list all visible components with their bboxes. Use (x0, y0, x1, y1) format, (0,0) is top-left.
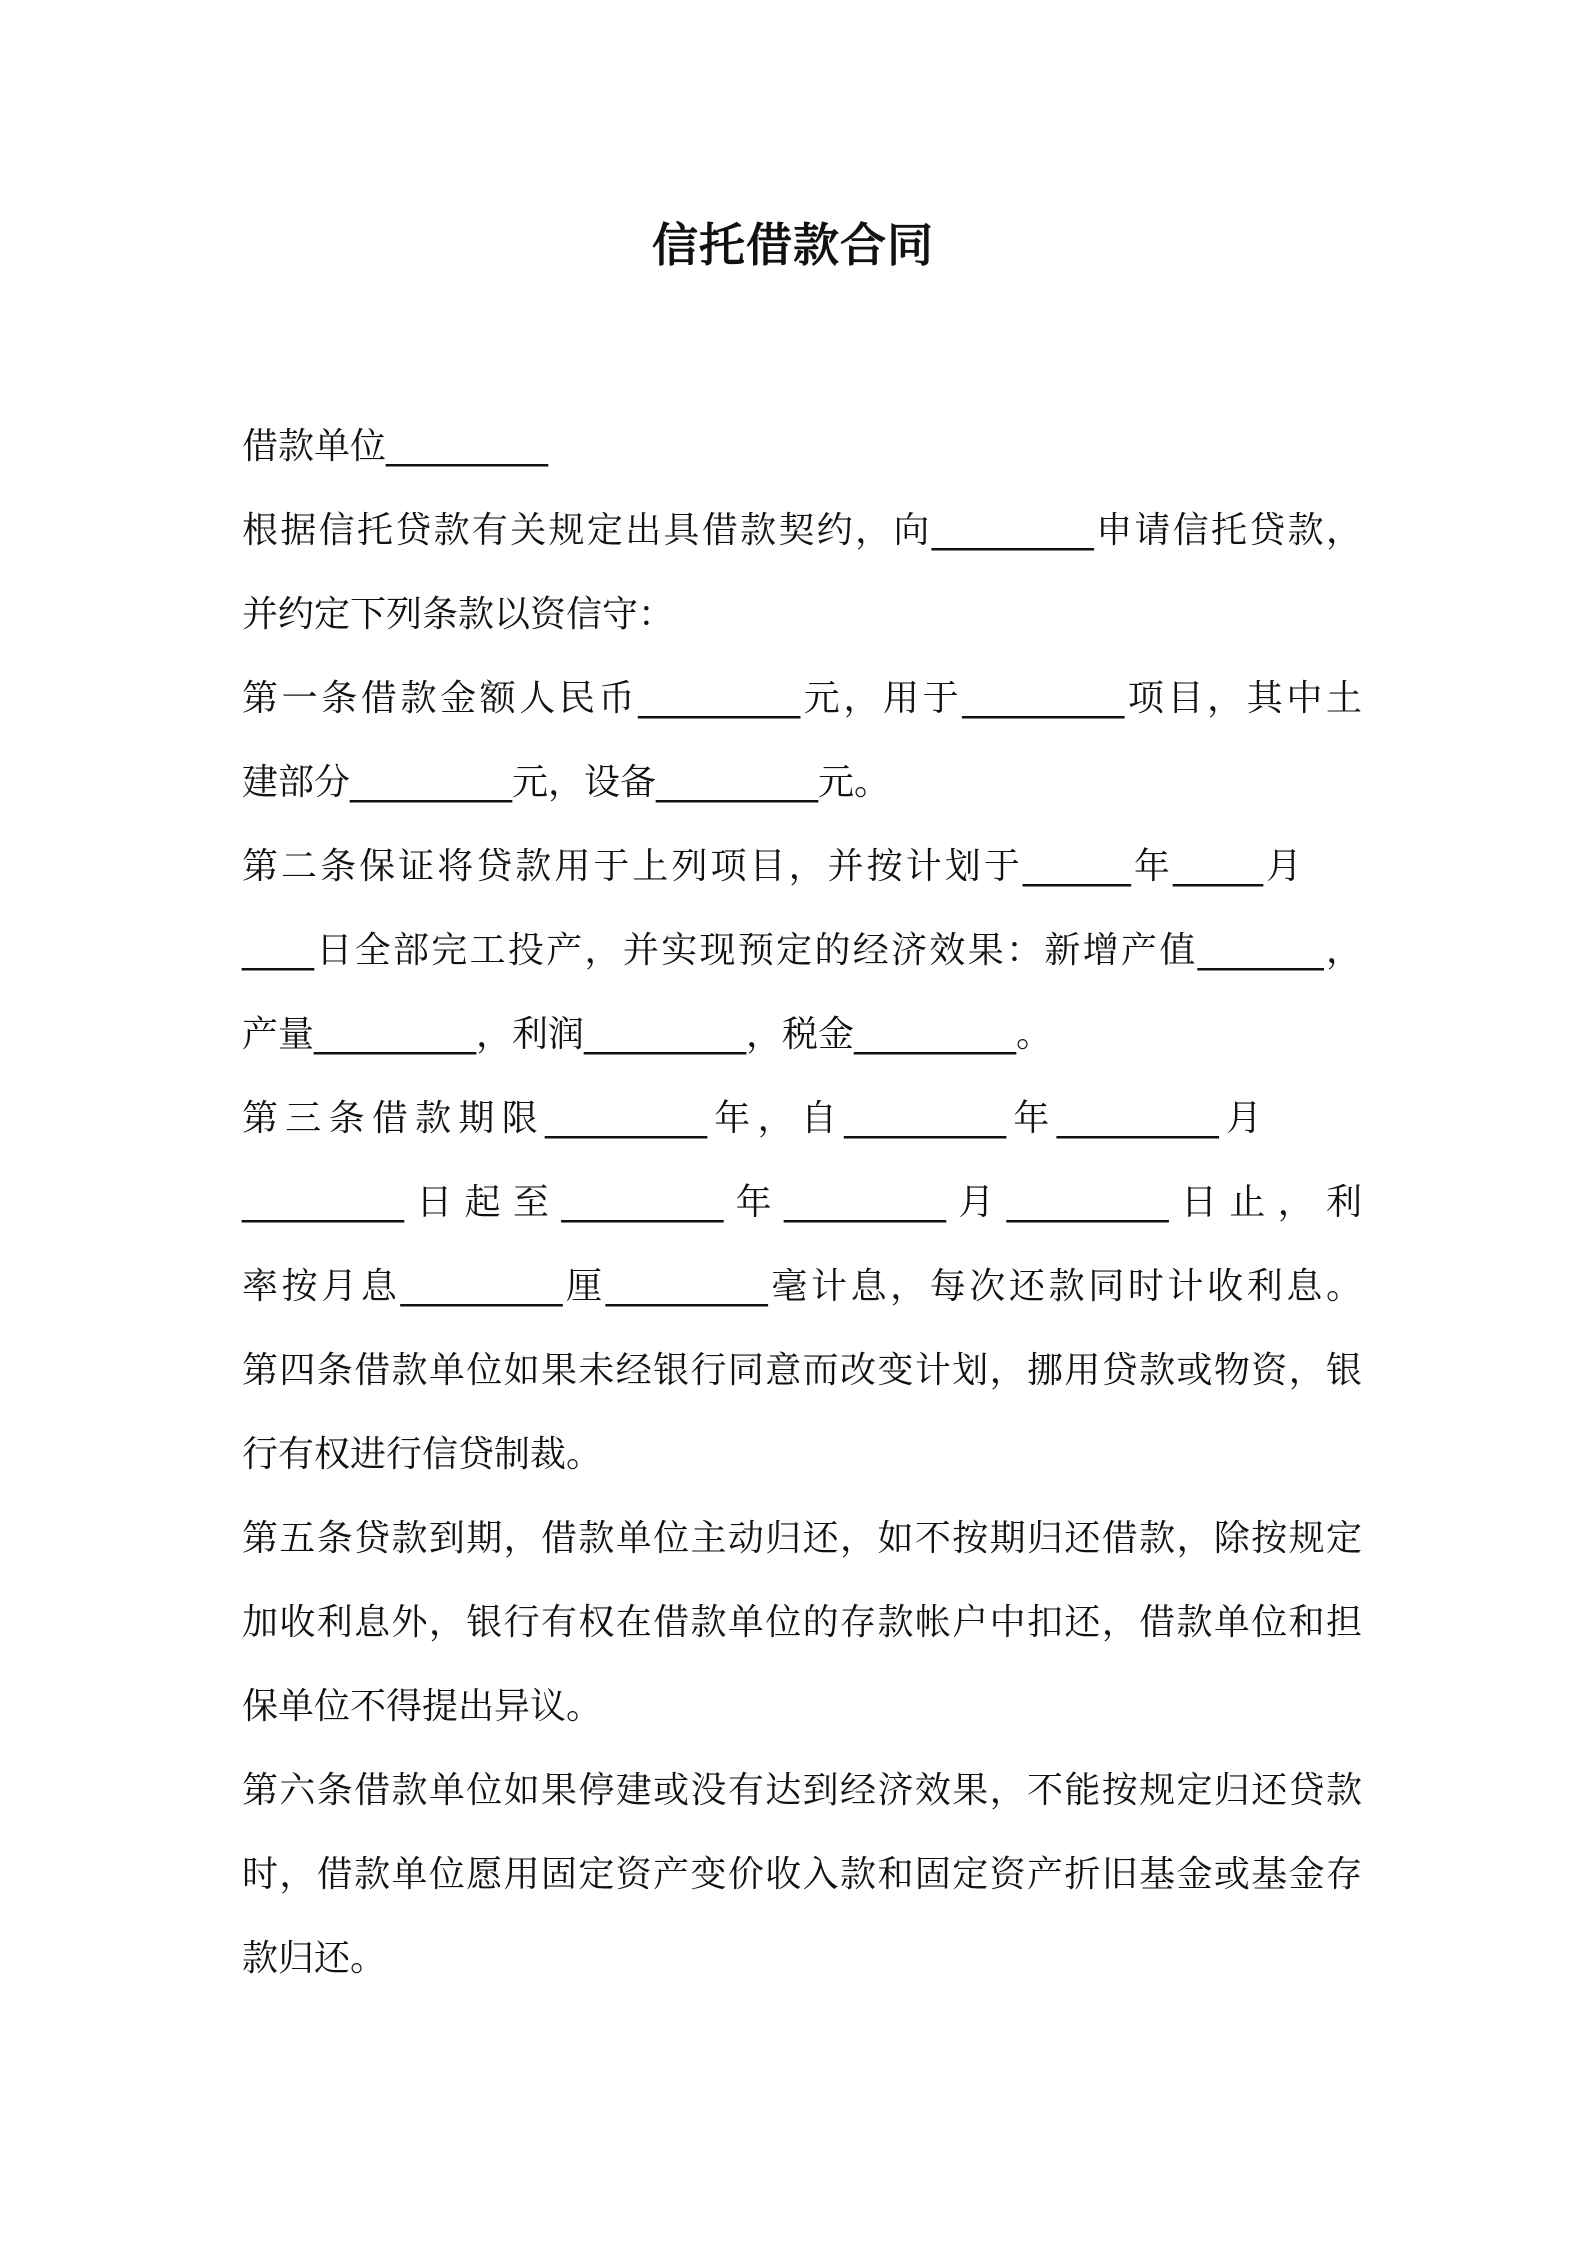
text-line: 加收利息外，银行有权在借款单位的存款帐户中扣还，借款单位和担 (242, 1602, 1362, 1643)
text-line: 并约定下列条款以资信守： (242, 594, 675, 635)
text-line: 第三条借款期限_________年，自_________年_________月 (242, 1098, 1262, 1139)
text-line: 借款单位_________ (242, 426, 549, 467)
text-line: 建部分_________元，设备_________元。 (242, 762, 891, 803)
text-line: 第二条保证将贷款用于上列项目，并按计划于______年_____月 (242, 846, 1302, 887)
text-line: 第六条借款单位如果停建或没有达到经济效果，不能按规定归还贷款 (242, 1770, 1362, 1811)
text-line: 第一条借款金额人民币_________元，用于_________项目，其中土 (242, 678, 1362, 719)
text-line: _________日起至_________年_________月_________日止，利 (242, 1182, 1362, 1223)
text-line: 率按月息_________厘_________毫计息，每次还款同时计收利息。 (242, 1266, 1362, 1307)
text-line: 第四条借款单位如果未经银行同意而改变计划，挪用贷款或物资，银 (242, 1350, 1362, 1391)
text-line: 时，借款单位愿用固定资产变价收入款和固定资产折旧基金或基金存 (242, 1854, 1362, 1895)
document-body (242, 405, 1362, 2001)
text-line: 款归还。 (242, 1938, 387, 1979)
document-title: 信托借款合同 (652, 218, 934, 272)
text-line: 行有权进行信贷制裁。 (242, 1434, 603, 1475)
text-line: 第五条贷款到期，借款单位主动归还，如不按期归还借款，除按规定 (242, 1518, 1362, 1559)
text-line: 根据信托贷款有关规定出具借款契约，向_________申请信托贷款， (242, 510, 1362, 551)
text-line: 保单位不得提出异议。 (242, 1686, 603, 1727)
text-line: ____日全部完工投产，并实现预定的经济效果：新增产值_______， (242, 930, 1362, 971)
text-line: 产量_________，利润_________，税金_________。 (242, 1014, 1053, 1055)
